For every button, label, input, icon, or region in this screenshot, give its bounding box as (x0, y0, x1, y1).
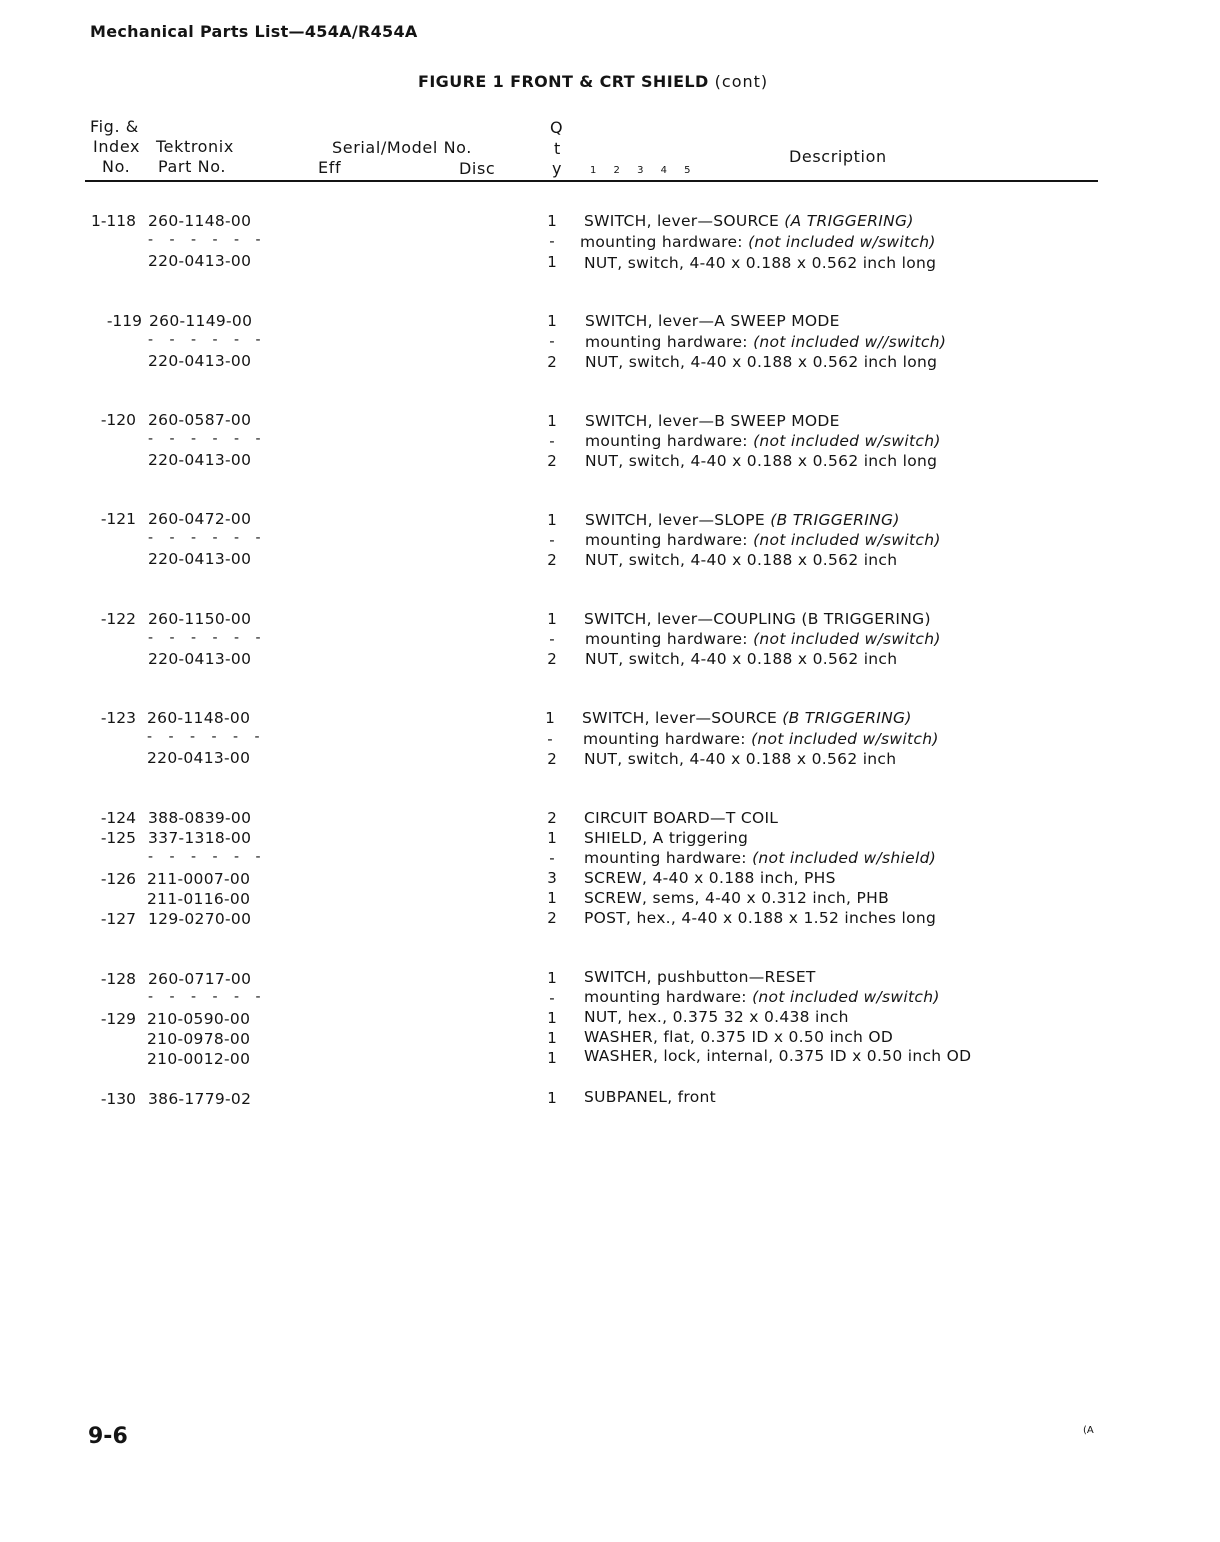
quantity: - (549, 232, 555, 250)
header-eff: Eff (318, 158, 342, 177)
header-fig-index-2: Index (93, 137, 141, 156)
description-text: SWITCH, lever—SOURCE (584, 212, 780, 230)
description-italic: (not included w/switch) (753, 531, 941, 549)
description-italic: (B TRIGGERING) (765, 511, 900, 529)
quantity: 2 (547, 551, 557, 569)
description: CIRCUIT BOARD—T COIL (584, 809, 779, 827)
index-number: -126 (100, 870, 136, 888)
part-number: 210-0978-00 (147, 1030, 251, 1048)
description: SWITCH, lever—B SWEEP MODE (585, 412, 840, 430)
header-rule (85, 180, 1098, 182)
quantity: - (549, 989, 555, 1007)
index-number: -124 (100, 809, 136, 827)
quantity: - (549, 332, 555, 350)
header-part-2: Part No. (158, 157, 227, 176)
description-text: mounting hardware: (585, 333, 754, 351)
description: NUT, switch, 4-40 x 0.188 x 0.562 inch (585, 551, 898, 569)
description (585, 432, 941, 450)
description: SCREW, 4-40 x 0.188 inch, PHS (584, 869, 836, 887)
description-italic: (not included w//switch) (753, 333, 947, 351)
description (585, 630, 941, 648)
description (584, 212, 914, 230)
description-italic: (A TRIGGERING) (779, 212, 914, 230)
part-number-dashes: - - - - - - (148, 989, 267, 1005)
header-qty-3: y (552, 159, 563, 178)
quantity: 1 (547, 412, 557, 430)
part-number-dashes: - - - - - - (148, 849, 267, 865)
description: SWITCH, lever—COUPLING (B TRIGGERING) (584, 610, 931, 628)
description-italic: (not included w/switch) (753, 630, 941, 648)
description-italic: (not included w/switch) (753, 432, 941, 450)
quantity: - (549, 432, 555, 450)
page-number: 9-6 (88, 1424, 128, 1449)
index-number: -121 (100, 510, 136, 528)
header-qty-2: t (554, 139, 561, 158)
quantity: 1 (547, 889, 557, 907)
description-italic: (not included w/switch) (748, 233, 936, 251)
index-number: -130 (100, 1090, 136, 1108)
description-text: mounting hardware: (580, 233, 749, 251)
quantity: 2 (547, 809, 557, 827)
quantity: 1 (545, 709, 555, 727)
quantity: 1 (547, 1029, 557, 1047)
description-text: mounting hardware: (584, 988, 753, 1006)
part-number: 210-0590-00 (147, 1010, 251, 1028)
description (585, 511, 900, 529)
part-number: 388-0839-00 (148, 809, 252, 827)
description: WASHER, lock, internal, 0.375 ID x 0.50 inch OD (584, 1047, 972, 1065)
part-number: 260-1148-00 (148, 212, 252, 230)
description-text: mounting hardware: (585, 531, 754, 549)
description: WASHER, flat, 0.375 ID x 0.50 inch OD (584, 1028, 894, 1046)
index-number: -129 (100, 1010, 136, 1028)
quantity: - (549, 531, 555, 549)
quantity: 2 (547, 452, 557, 470)
description-italic: (not included w/shield) (752, 849, 937, 867)
quantity: 3 (547, 869, 557, 887)
description: NUT, switch, 4-40 x 0.188 x 0.562 inch long (585, 452, 938, 470)
header-description: Description (789, 147, 887, 166)
header-qty-1: Q (550, 118, 564, 137)
header-serial: Serial/Model No. (332, 138, 472, 157)
index-number: -125 (100, 829, 136, 847)
part-number: 260-1150-00 (148, 610, 252, 628)
description: NUT, switch, 4-40 x 0.188 x 0.562 inch long (584, 254, 937, 272)
description: POST, hex., 4-40 x 0.188 x 1.52 inches long (584, 909, 937, 927)
quantity: 1 (547, 1049, 557, 1067)
part-number-dashes: - - - - - - (148, 232, 267, 248)
description: NUT, switch, 4-40 x 0.188 x 0.562 inch (584, 750, 897, 768)
quantity: 1 (547, 829, 557, 847)
index-number: -123 (100, 709, 136, 727)
part-number: 211-0007-00 (147, 870, 251, 888)
part-number: 260-0472-00 (148, 510, 252, 528)
quantity: 2 (547, 353, 557, 371)
description (583, 730, 939, 748)
description (585, 531, 941, 549)
quantity: - (549, 849, 555, 867)
description-text: mounting hardware: (583, 730, 752, 748)
quantity: 1 (547, 212, 557, 230)
header-fig-index-3: No. (102, 157, 131, 176)
figure-title-suffix: (cont) (714, 72, 769, 91)
index-number: -119 (106, 312, 142, 330)
part-number-dashes: - - - - - - (148, 431, 267, 447)
description-text: mounting hardware: (585, 630, 754, 648)
description: NUT, hex., 0.375 32 x 0.438 inch (584, 1008, 849, 1026)
index-number: 1-118 (90, 212, 136, 230)
quantity: 1 (547, 253, 557, 271)
index-number: -122 (100, 610, 136, 628)
description: SHIELD, A triggering (584, 829, 749, 847)
description: NUT, switch, 4-40 x 0.188 x 0.562 inch long (585, 353, 938, 371)
part-number-dashes: - - - - - - (148, 530, 267, 546)
part-number-dashes: - - - - - - (147, 729, 266, 745)
index-number: -120 (100, 411, 136, 429)
part-number: 260-0587-00 (148, 411, 252, 429)
part-number: 220-0413-00 (148, 550, 252, 568)
quantity: 1 (547, 610, 557, 628)
part-number-dashes: - - - - - - (148, 630, 267, 646)
index-number: -128 (100, 970, 136, 988)
quantity: - (547, 730, 553, 748)
header-disc: Disc (459, 159, 496, 178)
running-head: Mechanical Parts List—454A/R454A (90, 22, 418, 41)
description: SWITCH, lever—A SWEEP MODE (585, 312, 840, 330)
part-number: 220-0413-00 (147, 749, 251, 767)
part-number: 211-0116-00 (147, 890, 251, 908)
description-text: SWITCH, lever—SLOPE (585, 511, 766, 529)
part-number: 210-0012-00 (147, 1050, 251, 1068)
part-number: 260-1148-00 (147, 709, 251, 727)
part-number: 129-0270-00 (148, 910, 252, 928)
description (584, 988, 940, 1006)
quantity: 1 (547, 1009, 557, 1027)
part-number: 220-0413-00 (148, 451, 252, 469)
header-fig-index-1: Fig. & (90, 117, 139, 136)
part-number: 386-1779-02 (148, 1090, 252, 1108)
part-number: 220-0413-00 (148, 650, 252, 668)
index-number: -127 (100, 910, 136, 928)
part-number: 260-0717-00 (148, 970, 252, 988)
description-text: mounting hardware: (585, 432, 754, 450)
description-italic: (not included w/switch) (752, 988, 940, 1006)
description-italic: (not included w/switch) (751, 730, 939, 748)
header-indent-levels: 1 2 3 4 5 (590, 165, 698, 176)
part-number-dashes: - - - - - - (148, 332, 267, 348)
description-text: mounting hardware: (584, 849, 753, 867)
figure-title-text: FIGURE 1 FRONT & CRT SHIELD (418, 72, 709, 91)
description (585, 333, 946, 351)
description: SUBPANEL, front (584, 1088, 717, 1106)
quantity: 1 (547, 312, 557, 330)
quantity: 2 (547, 650, 557, 668)
figure-title (418, 72, 768, 91)
description: SWITCH, pushbutton—RESET (584, 968, 816, 986)
part-number: 220-0413-00 (148, 252, 252, 270)
part-number: 337-1318-00 (148, 829, 252, 847)
description-text: SWITCH, lever—SOURCE (582, 709, 778, 727)
description (584, 849, 936, 867)
description-italic: (B TRIGGERING) (777, 709, 912, 727)
quantity: 2 (547, 909, 557, 927)
quantity: 1 (547, 1089, 557, 1107)
part-number: 220-0413-00 (148, 352, 252, 370)
header-part-1: Tektronix (156, 137, 234, 156)
description (582, 709, 912, 727)
quantity: 2 (547, 750, 557, 768)
quantity: 1 (547, 511, 557, 529)
description (580, 233, 936, 251)
corner-mark: (A (1083, 1425, 1094, 1436)
quantity: - (549, 630, 555, 648)
description: NUT, switch, 4-40 x 0.188 x 0.562 inch (585, 650, 898, 668)
quantity: 1 (547, 969, 557, 987)
description: SCREW, sems, 4-40 x 0.312 inch, PHB (584, 889, 890, 907)
part-number: 260-1149-00 (149, 312, 253, 330)
